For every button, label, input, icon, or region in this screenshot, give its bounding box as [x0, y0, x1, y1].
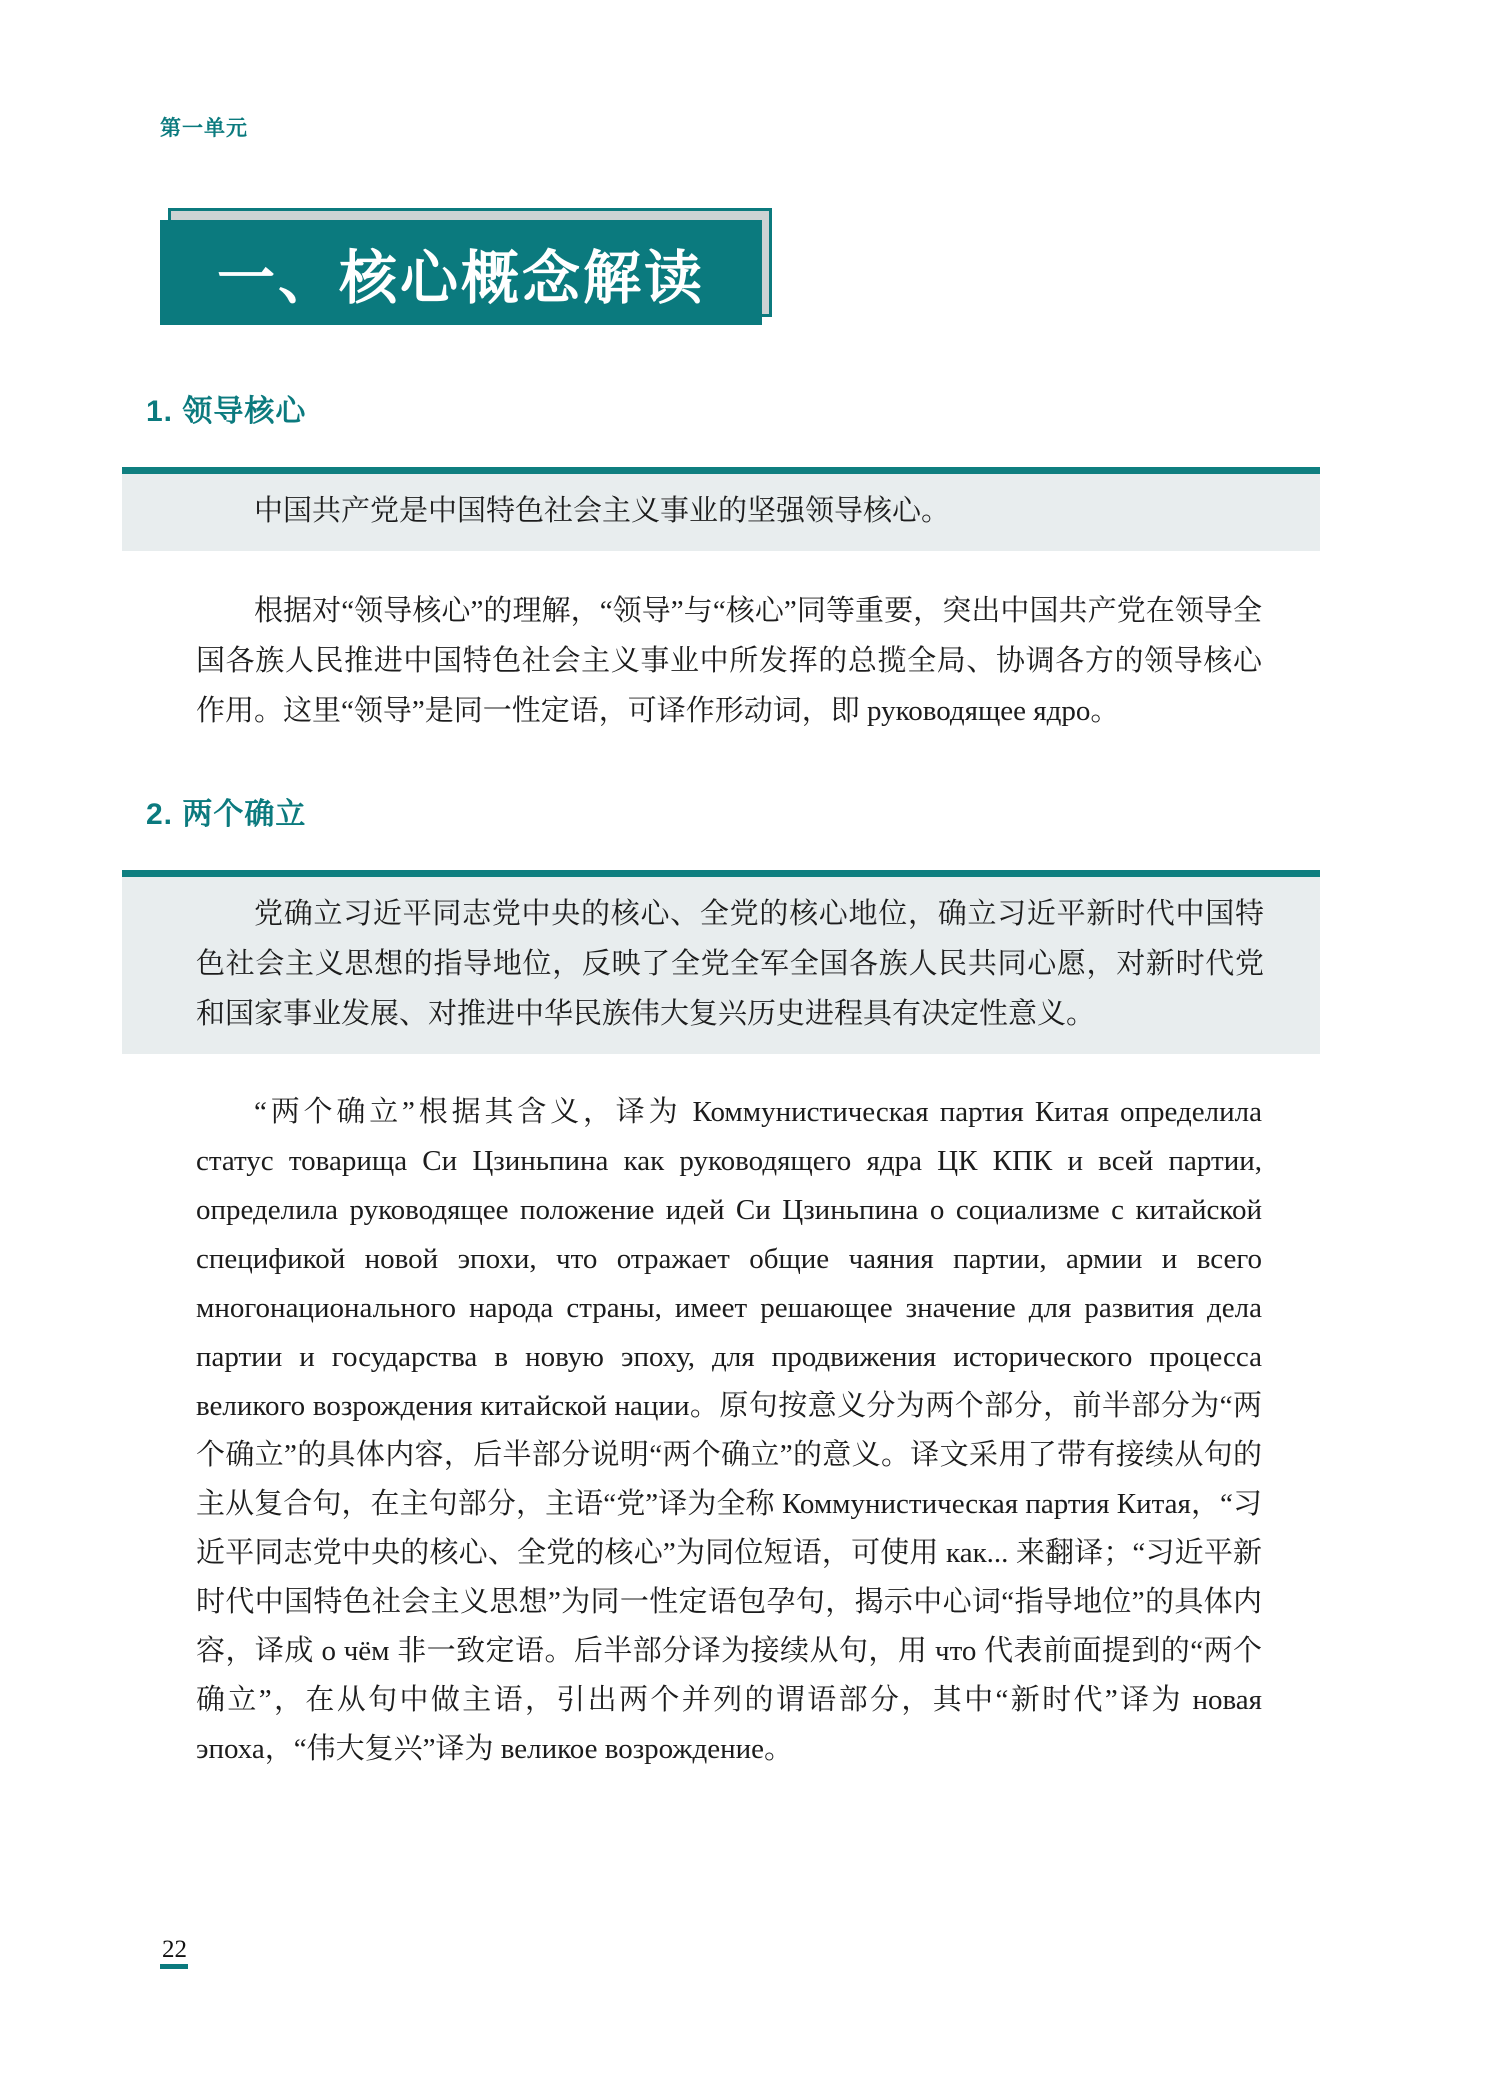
subsection-heading-leadership-core: 1. 领导核心 [146, 395, 307, 428]
quote-text-leadership-core: 中国共产党是中国特色社会主义事业的坚强领导核心。 [254, 495, 951, 527]
banner-title: 一、核心概念解读 [160, 220, 762, 325]
quote-box-leadership-core [122, 467, 1320, 551]
analysis-paragraph-two-establishments: “两个确立”根据其含义，译为 Коммунистическая партия Китая определила статус товарища Си Цзиньпина как руководящего ядра ЦК КПК и всей партии, определила руководящее положение идей Си Цзиньпина о социализме с китайской спецификой новой эпохи, что отражает общие чаяния партии, армии и всего многонационального народа страны, имеет решающее значение для развития дела партии и государства в новую эпоху, для продвижения исторического процесса великого возрождения китайской нации。原句按意义分为两个部分，前半部分为“两个确立”的具体内容，后半部分说明“两个确立”的意义。译文采用了带有接续从句的主从复合句，在主句部分，主语“党”译为全称 Коммунистическая партия Китая，“习近平同志党中央的核心、全党的核心”为同位短语，可使用 как... 来翻译；“习近平新时代中国特色社会主义思想”为同一性定语包孕句，揭示中心词“指导地位”的具体内容，译成 о чём 非一致定语。后半部分译为接续从句，用 что 代表前面提到的“两个确立”，在从句中做主语，引出两个并列的谓语部分，其中“新时代”译为 новая эпоха，“伟大复兴”译为 великое возрождение。 [196, 1096, 1262, 1765]
analysis-paragraph-leadership-core: 根据对“领导核心”的理解，“领导”与“核心”同等重要，突出中国共产党在领导全国各族人民推进中国特色社会主义事业中所发挥的总揽全局、协调各方的领导核心作用。这里“领导”是同一性定语，可译作形动词，即 руководящее ядро。 [196, 595, 1262, 727]
unit-header: 第一单元 [160, 117, 248, 140]
page-number-underline [160, 1964, 188, 1969]
quote-text-two-establishments: 党确立习近平同志党中央的核心、全党的核心地位，确立习近平新时代中国特色社会主义思想的指导地位，反映了全党全军全国各族人民共同心愿，对新时代党和国家事业发展、对推进中华民族伟大复兴历史进程具有决定性意义。 [196, 898, 1264, 1030]
page-number: 22 [162, 1936, 187, 1963]
subsection-heading-two-establishments: 2. 两个确立 [146, 798, 307, 831]
quote-box-two-establishments [122, 870, 1320, 1054]
section-title-banner [160, 208, 775, 328]
